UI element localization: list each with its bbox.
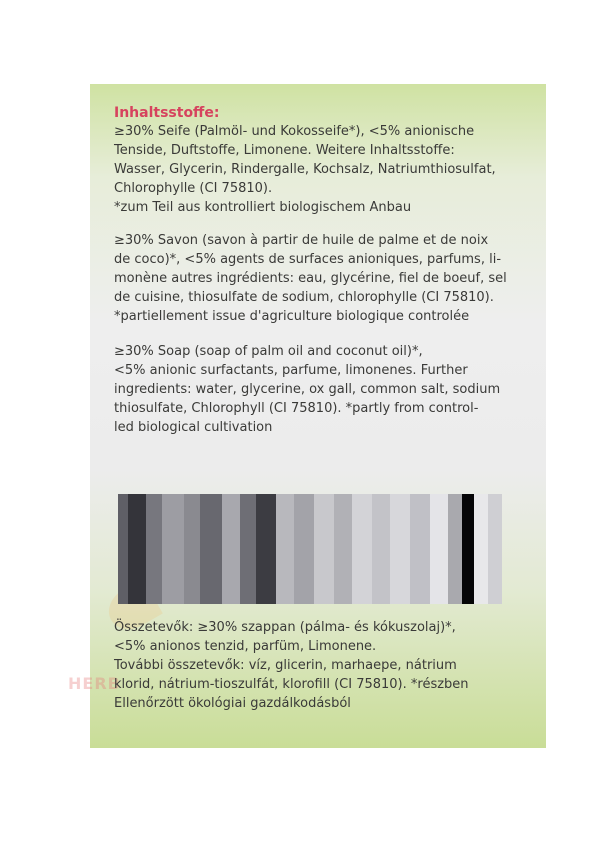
barcode-stripe: [314, 494, 334, 604]
barcode-stripe: [372, 494, 390, 604]
barcode-stripe: [294, 494, 314, 604]
barcode-stripe: [390, 494, 410, 604]
barcode-stripe: [352, 494, 372, 604]
barcode-stripe: [488, 494, 502, 604]
ingredients-fr: [114, 231, 532, 326]
text-line: ≥30% Savon (savon à partir de huile de palme et de noix: [114, 233, 489, 248]
barcode-stripe: [184, 494, 200, 604]
barcode-stripe: [146, 494, 162, 604]
text-line: ≥30% Soap (soap of palm oil and coconut oil)*,: [114, 344, 423, 359]
barcode-stripe: [462, 494, 474, 604]
section-title-de: Inhaltsstoffe:: [114, 105, 220, 121]
text-line: <5% anionic surfactants, parfume, limonenes. Further: [114, 363, 468, 378]
text-line: Ellenőrzött ökológiai gazdálkodásból: [114, 696, 351, 711]
text-line: <5% anionos tenzid, parfüm, Limonene.: [114, 639, 377, 654]
barcode-stripe: [334, 494, 352, 604]
text-line: ingredients: water, glycerine, ox gall, common salt, sodium: [114, 382, 501, 397]
barcode-stripe: [256, 494, 276, 604]
text-line: ≥30% Seife (Palmöl- und Kokosseife*), <5% anionische: [114, 124, 475, 139]
barcode-stripe: [222, 494, 240, 604]
text-line: Tenside, Duftstoffe, Limonene. Weitere Inhaltsstoffe:: [114, 143, 455, 158]
barcode-stripe: [448, 494, 462, 604]
text-line: klorid, nátrium-tioszulfát, klorofill (CI 75810). *részben: [114, 677, 469, 692]
ingredients-en: [114, 342, 532, 437]
text-line: További összetevők: víz, glicerin, marhaepe, nátrium: [114, 658, 457, 673]
text-line: Összetevők: ≥30% szappan (pálma- és kókuszolaj)*,: [114, 620, 456, 635]
barcode-stripe: [240, 494, 256, 604]
barcode-stripe: [276, 494, 294, 604]
ingredients-label-panel: [68, 84, 546, 748]
text-line: de coco)*, <5% agents de surfaces anioniques, parfums, li-: [114, 252, 502, 267]
ingredients-de: [114, 122, 532, 217]
text-line: *partiellement issue d'agriculture biologique controlée: [114, 309, 470, 324]
text-line: thiosulfate, Chlorophyll (CI 75810). *partly from control-: [114, 401, 479, 416]
barcode-stripe: [162, 494, 184, 604]
text-line: *zum Teil aus kontrolliert biologischem Anbau: [114, 200, 412, 215]
barcode-stripe: [118, 494, 128, 604]
barcode-stripe: [410, 494, 430, 604]
barcode-stripe: [430, 494, 448, 604]
text-line: Wasser, Glycerin, Rindergalle, Kochsalz, Natriumthiosulfat,: [114, 162, 496, 177]
pixelated-barcode: [118, 494, 522, 604]
watermark: HERB: [68, 674, 121, 693]
text-line: led biological cultivation: [114, 420, 273, 435]
barcode-stripe: [128, 494, 146, 604]
text-line: Chlorophylle (CI 75810).: [114, 181, 273, 196]
barcode-stripe: [474, 494, 488, 604]
barcode-stripe: [200, 494, 222, 604]
ingredients-hu: [114, 618, 536, 713]
text-line: de cuisine, thiosulfate de sodium, chlorophylle (CI 75810).: [114, 290, 494, 305]
text-line: monène autres ingrédients: eau, glycérine, fiel de boeuf, sel: [114, 271, 507, 286]
